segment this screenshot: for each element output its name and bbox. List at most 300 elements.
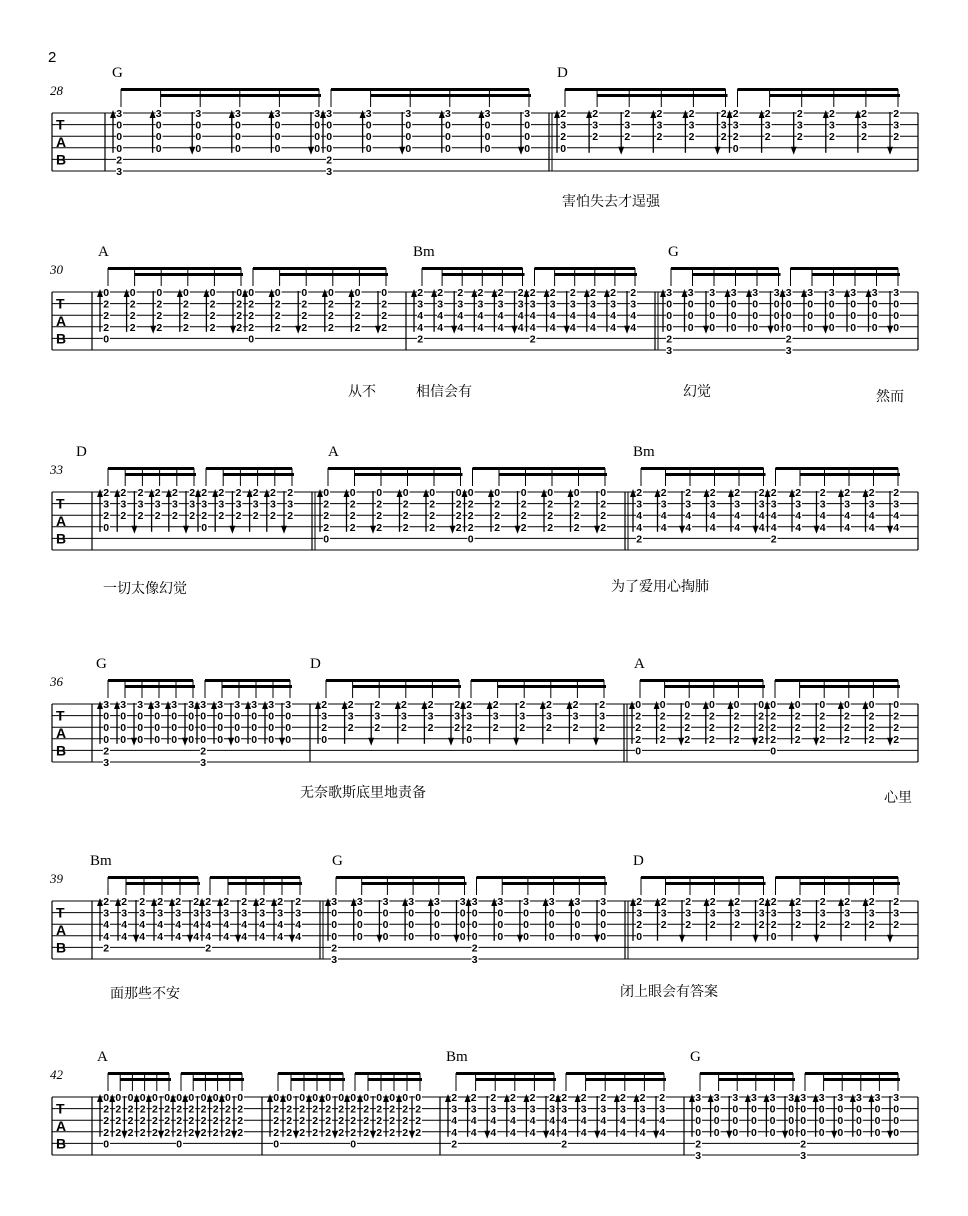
strum-up-arrow — [633, 1094, 639, 1102]
fret-number: 3 — [405, 108, 412, 120]
fret-number: 2 — [573, 498, 580, 511]
fret-number: 2 — [660, 919, 667, 932]
strum-down-arrow — [594, 1131, 600, 1139]
fret-number: 3 — [252, 498, 259, 511]
fret-number: 2 — [709, 722, 715, 735]
fret-number: 2 — [770, 487, 777, 499]
strum-down-arrow — [512, 326, 518, 334]
fret-number: 2 — [844, 733, 850, 746]
strum-up-arrow — [344, 489, 350, 497]
fret-number: 0 — [209, 287, 216, 299]
fret-number: 3 — [116, 108, 123, 120]
strum-down-arrow — [183, 526, 189, 534]
strum-up-arrow — [395, 701, 401, 709]
fret-number: 2 — [354, 298, 361, 311]
fret-number: 2 — [569, 287, 576, 299]
strum-down-arrow — [653, 1131, 659, 1139]
fret-number: 3 — [660, 498, 667, 511]
fret-number: 2 — [323, 498, 330, 511]
fret-number: 2 — [374, 722, 381, 735]
strum-up-arrow — [655, 489, 661, 497]
strum-up-arrow — [823, 110, 829, 118]
fret-number: 0 — [268, 733, 275, 746]
fret-number: 3 — [788, 1092, 795, 1104]
fret-number: 2 — [273, 1115, 280, 1128]
fret-number: 3 — [251, 699, 258, 711]
fret-number: 2 — [164, 1115, 171, 1128]
fret-number: 2 — [350, 1115, 357, 1128]
fret-number: 0 — [274, 142, 281, 155]
strum-up-arrow — [114, 701, 120, 709]
fret-number: 2 — [466, 722, 473, 735]
fret-number: 0 — [236, 287, 243, 299]
fret-number: 2 — [656, 131, 663, 144]
fret-number: 0 — [455, 487, 462, 499]
fret-number: 4 — [639, 1126, 646, 1139]
fret-number: 0 — [234, 710, 241, 723]
fret-number: 2 — [546, 722, 552, 735]
fret-number: 0 — [666, 298, 673, 311]
beam — [666, 473, 766, 476]
strum-up-arrow — [217, 898, 223, 906]
fret-number: 2 — [592, 131, 599, 144]
fret-number: 3 — [874, 1092, 881, 1104]
fret-number: 2 — [103, 510, 110, 523]
fret-number: 0 — [497, 930, 504, 943]
fret-number: 2 — [277, 896, 284, 908]
strum-up-arrow — [203, 289, 209, 297]
fret-number: 0 — [874, 1115, 881, 1128]
strum-up-arrow — [150, 110, 156, 118]
fret-number: 0 — [176, 1092, 183, 1104]
fret-number: 2 — [685, 919, 692, 932]
fret-number: 2 — [172, 487, 178, 499]
fret-number: 3 — [685, 907, 692, 920]
fret-number: 0 — [312, 1092, 319, 1104]
fret-number: 4 — [758, 521, 765, 534]
fret-number: 2 — [572, 699, 579, 711]
fret-number: 2 — [684, 722, 691, 735]
fret-number: 0 — [405, 142, 412, 155]
fret-number: 3 — [685, 498, 692, 511]
strum-down-arrow — [131, 526, 137, 534]
fret-number: 2 — [381, 321, 388, 334]
fret-number: 4 — [709, 510, 716, 523]
fret-number: 4 — [630, 310, 637, 323]
fret-number: 2 — [139, 1103, 146, 1116]
fret-number: 2 — [844, 919, 851, 932]
beam — [328, 467, 461, 470]
fret-number: 3 — [175, 907, 182, 920]
fret-number: 0 — [713, 1126, 720, 1139]
fret-number: 0 — [445, 119, 451, 132]
fret-number: 3 — [235, 108, 241, 120]
strum-up-arrow — [682, 289, 688, 297]
beam — [535, 267, 636, 270]
fret-number: 2 — [695, 1138, 702, 1151]
fret-number: 0 — [524, 142, 531, 155]
fret-number: 2 — [590, 287, 596, 299]
fret-number: 0 — [523, 919, 529, 932]
fret-number: 3 — [497, 298, 504, 311]
tab-clef-letter: T — [56, 904, 65, 921]
fret-number: 3 — [103, 907, 110, 920]
fret-number: 0 — [285, 733, 292, 746]
fret-number: 0 — [235, 142, 241, 155]
strum-up-arrow — [262, 701, 268, 709]
beam — [775, 679, 898, 682]
fret-number: 0 — [471, 930, 478, 943]
fret-number: 2 — [829, 108, 835, 120]
fret-number: 3 — [470, 1103, 477, 1116]
fret-number: 3 — [709, 287, 716, 299]
fret-number: 0 — [137, 733, 144, 746]
fret-number: 0 — [837, 1103, 844, 1116]
fret-number: 2 — [235, 487, 242, 499]
beam — [108, 467, 194, 470]
fret-number: 2 — [709, 919, 716, 932]
fret-number: 3 — [205, 907, 212, 920]
beam — [477, 876, 606, 879]
fret-number: 3 — [549, 298, 556, 311]
fret-number: 2 — [639, 1092, 646, 1104]
tab-system — [49, 656, 918, 806]
strum-down-arrow — [370, 526, 376, 534]
fret-number: 4 — [470, 1126, 477, 1139]
fret-number: 2 — [785, 333, 792, 346]
fret-number: 3 — [523, 896, 529, 908]
fret-number: 3 — [734, 907, 741, 920]
tab-clef-letter: A — [56, 922, 67, 939]
fret-number: 0 — [268, 722, 275, 735]
beam — [824, 1078, 900, 1081]
strum-up-arrow — [211, 701, 217, 709]
fret-number: 0 — [874, 1103, 881, 1116]
fret-number: 0 — [237, 1092, 244, 1104]
fret-number: 0 — [200, 733, 207, 746]
fret-number: 2 — [494, 510, 501, 523]
fret-number: 3 — [382, 896, 389, 908]
fret-number: 4 — [819, 521, 826, 534]
fret-number: 0 — [752, 321, 759, 334]
fret-number: 2 — [656, 108, 663, 120]
beam — [566, 1072, 664, 1075]
beam — [502, 882, 607, 885]
fret-number: 4 — [549, 310, 556, 323]
fret-number: 2 — [270, 487, 276, 499]
strum-up-arrow — [544, 289, 550, 297]
fret-number: 2 — [529, 333, 536, 346]
strum-up-arrow — [97, 898, 103, 906]
fret-number: 4 — [569, 321, 576, 334]
tab-clef-letter: B — [56, 330, 67, 347]
fret-number: 3 — [193, 907, 200, 920]
lyric: 从不 — [348, 384, 376, 400]
fret-number: 2 — [172, 510, 178, 523]
fret-number: 4 — [844, 510, 851, 523]
fret-number: 3 — [234, 699, 241, 711]
strum-up-arrow — [322, 289, 328, 297]
fret-number: 4 — [437, 310, 444, 323]
fret-number: 3 — [580, 1103, 587, 1116]
beam — [671, 267, 779, 270]
strum-up-arrow — [423, 489, 429, 497]
fret-number: 4 — [561, 1115, 568, 1128]
fret-number: 0 — [349, 487, 356, 499]
fret-number: 0 — [183, 287, 189, 299]
beam — [476, 1078, 556, 1081]
fret-number: 0 — [154, 733, 161, 746]
tab-clef-letter: T — [56, 1100, 65, 1117]
fret-number: 3 — [732, 119, 739, 132]
fret-number: 0 — [120, 733, 127, 746]
strum-down-arrow — [370, 1131, 376, 1139]
fret-number: 0 — [574, 930, 581, 943]
beam — [193, 1078, 244, 1081]
fret-number: 2 — [212, 1115, 219, 1128]
fret-number: 2 — [323, 521, 330, 534]
fret-number: 3 — [356, 896, 363, 908]
fret-number: 2 — [659, 722, 666, 735]
strum-up-arrow — [629, 701, 635, 709]
fret-number: 2 — [437, 287, 444, 299]
fret-number: 0 — [188, 733, 195, 746]
lyric: 害怕失去才逞强 — [562, 194, 660, 210]
fret-number: 2 — [363, 1115, 370, 1128]
fret-number: 0 — [893, 321, 900, 334]
fret-number: 2 — [236, 321, 243, 334]
fret-number: 0 — [730, 310, 737, 323]
fret-number: 0 — [434, 930, 440, 943]
beam — [108, 679, 193, 682]
fret-number: 2 — [349, 521, 356, 534]
fret-number: 2 — [520, 521, 527, 534]
fret-number: 0 — [574, 919, 581, 932]
fret-number: 4 — [868, 510, 875, 523]
fret-number: 4 — [157, 919, 164, 932]
fret-number: 2 — [286, 1126, 293, 1139]
fret-number: 3 — [103, 498, 110, 511]
beam — [641, 876, 764, 879]
fret-number: 0 — [405, 131, 412, 144]
fret-number: 0 — [251, 722, 258, 735]
strum-down-arrow — [887, 526, 893, 534]
fret-number: 2 — [429, 521, 436, 534]
strum-down-arrow — [887, 738, 893, 746]
fret-number: 0 — [600, 487, 607, 499]
fret-number: 4 — [517, 321, 524, 334]
fret-number: 2 — [188, 1103, 195, 1116]
fret-number: 2 — [349, 510, 356, 523]
fret-number: 2 — [636, 896, 643, 908]
tab-system — [49, 853, 918, 1002]
fret-number: 4 — [630, 321, 637, 334]
fret-number: 2 — [477, 287, 484, 299]
fret-number: 0 — [837, 1115, 844, 1128]
beam — [353, 685, 461, 688]
fret-number: 3 — [120, 699, 127, 711]
fret-number: 3 — [720, 119, 727, 132]
fret-number: 2 — [328, 310, 334, 323]
fret-number: 2 — [467, 521, 474, 534]
fret-number: 3 — [259, 907, 266, 920]
fret-number: 0 — [155, 131, 162, 144]
fret-number: 2 — [720, 108, 727, 120]
fret-number: 2 — [115, 1126, 122, 1139]
fret-number: 3 — [800, 1092, 807, 1104]
fret-number: 3 — [574, 896, 581, 908]
fret-number: 0 — [751, 1126, 757, 1139]
strum-up-arrow — [342, 701, 348, 709]
strum-down-arrow — [543, 1131, 549, 1139]
fret-number: 0 — [314, 131, 321, 144]
beam — [499, 473, 607, 476]
fret-number: 3 — [471, 954, 478, 966]
fret-number: 3 — [347, 710, 354, 723]
fret-number: 0 — [217, 722, 224, 735]
fret-number: 0 — [326, 119, 333, 132]
beam — [738, 88, 899, 91]
strum-up-arrow — [813, 1094, 819, 1102]
fret-number: 2 — [139, 896, 146, 908]
fret-number: 4 — [477, 310, 484, 323]
fret-number: 0 — [137, 710, 144, 723]
fret-number: 0 — [434, 907, 440, 920]
fret-number: 2 — [156, 298, 163, 311]
measure-number: 36 — [50, 674, 63, 689]
fret-number: 2 — [795, 487, 802, 499]
fret-number: 2 — [494, 498, 501, 511]
fret-number: 3 — [695, 1092, 702, 1104]
fret-number: 2 — [519, 699, 526, 711]
fret-number: 4 — [620, 1126, 626, 1139]
fret-number: 2 — [321, 699, 328, 711]
strum-up-arrow — [97, 289, 103, 297]
fret-number: 3 — [445, 108, 451, 120]
fret-number: 0 — [376, 487, 383, 499]
fret-number: 2 — [347, 699, 354, 711]
fret-number: 4 — [510, 1115, 516, 1128]
fret-number: 2 — [844, 487, 851, 499]
fret-number: 2 — [868, 733, 875, 746]
fret-number: 2 — [225, 1126, 231, 1139]
fret-number: 0 — [573, 487, 580, 499]
fret-number: 3 — [666, 345, 673, 357]
fret-number: 2 — [666, 333, 673, 346]
fret-number: 0 — [376, 1092, 383, 1104]
fret-number: 0 — [459, 907, 466, 920]
fret-number: 3 — [828, 287, 835, 299]
fret-number: 0 — [155, 142, 162, 155]
strum-up-arrow — [491, 289, 497, 297]
fret-number: 0 — [176, 1138, 183, 1151]
fret-number: 2 — [709, 487, 716, 499]
fret-number: 0 — [156, 287, 163, 299]
fret-number: 0 — [103, 722, 110, 735]
fret-number: 0 — [752, 298, 759, 311]
strum-up-arrow — [838, 489, 844, 497]
fret-number: 0 — [732, 1126, 739, 1139]
strum-up-arrow — [654, 701, 660, 709]
strum-up-arrow — [728, 898, 734, 906]
fret-number: 2 — [471, 942, 478, 955]
chord-name: D — [633, 853, 644, 869]
fret-number: 2 — [152, 1126, 158, 1139]
fret-number: 3 — [137, 498, 144, 511]
fret-number: 4 — [685, 521, 692, 534]
fret-number: 3 — [837, 1092, 844, 1104]
fret-number: 2 — [363, 1103, 370, 1116]
fret-number: 4 — [819, 510, 826, 523]
tab-clef-letter: T — [56, 116, 65, 133]
fret-number: 2 — [164, 1126, 171, 1139]
fret-number: 2 — [770, 722, 777, 735]
beam — [126, 882, 200, 885]
fret-number: 2 — [200, 1103, 207, 1116]
fret-number: 0 — [788, 1115, 795, 1128]
beam — [331, 88, 529, 91]
fret-number: 2 — [374, 699, 381, 711]
tab-system — [50, 1049, 918, 1162]
fret-number: 2 — [200, 1115, 207, 1128]
beam — [210, 876, 300, 879]
fret-number: 2 — [844, 722, 850, 735]
fret-number: 3 — [549, 1103, 556, 1116]
fret-number: 0 — [871, 310, 878, 323]
strum-down-arrow — [791, 147, 797, 155]
strum-down-arrow — [831, 1131, 837, 1139]
fret-number: 0 — [356, 930, 363, 943]
fret-number: 2 — [323, 510, 330, 523]
fret-number: 2 — [819, 722, 826, 735]
fret-number: 2 — [176, 1115, 183, 1128]
fret-number: 2 — [381, 298, 388, 311]
strum-up-arrow — [488, 489, 494, 497]
fret-number: 0 — [225, 1092, 231, 1104]
fret-number: 3 — [331, 896, 338, 908]
fret-number: 3 — [401, 710, 407, 723]
fret-number: 4 — [517, 310, 524, 323]
fret-number: 4 — [734, 521, 741, 534]
tab-clef-letter: A — [56, 134, 67, 151]
fret-number: 2 — [636, 919, 643, 932]
fret-number: 2 — [120, 487, 127, 499]
fret-number: 2 — [660, 487, 667, 499]
fret-number: 0 — [807, 298, 814, 311]
fret-number: 0 — [484, 119, 491, 132]
strum-up-arrow — [523, 1094, 529, 1102]
fret-number: 2 — [326, 154, 333, 167]
fret-number: 2 — [630, 287, 637, 299]
fret-number: 0 — [785, 310, 792, 323]
fret-number: 2 — [520, 498, 527, 511]
fret-number: 3 — [471, 896, 478, 908]
fret-number: 0 — [350, 1092, 357, 1104]
fret-number: 0 — [751, 1115, 757, 1128]
fret-number: 2 — [299, 1103, 306, 1116]
fret-number: 0 — [785, 298, 792, 311]
beam — [693, 273, 781, 276]
fret-number: 0 — [818, 1126, 825, 1139]
fret-number: 2 — [549, 287, 556, 299]
strum-up-arrow — [271, 898, 277, 906]
fret-number: 2 — [205, 942, 212, 955]
fret-number: 4 — [659, 1126, 666, 1139]
beam — [135, 273, 243, 276]
tab-clef-letter: B — [56, 1135, 67, 1152]
fret-number: 2 — [225, 1103, 231, 1116]
fret-number: 4 — [103, 919, 110, 932]
